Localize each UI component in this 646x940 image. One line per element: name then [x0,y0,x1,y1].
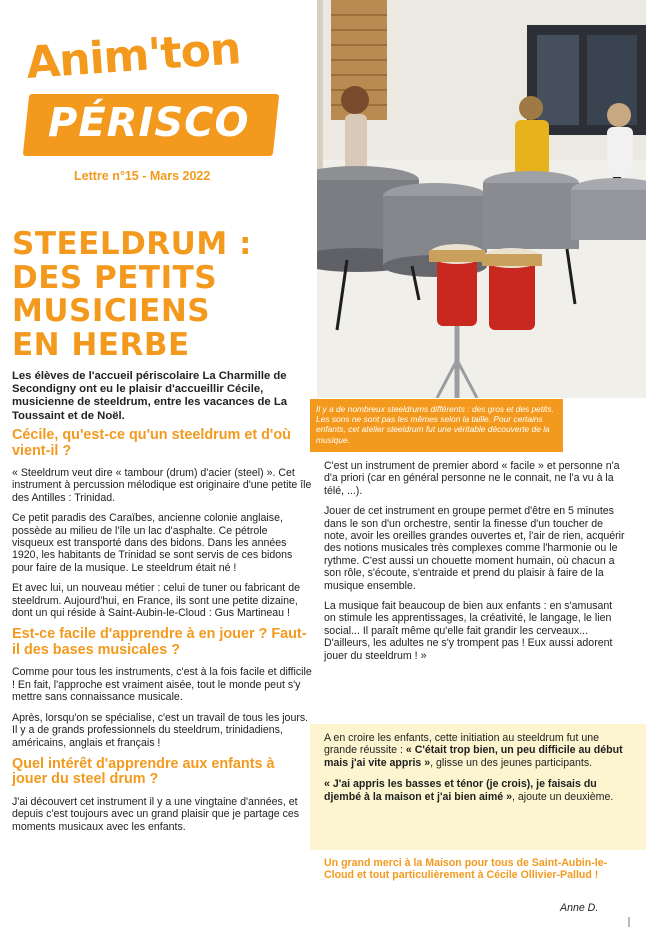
logo-perisco: PÉRISCO [48,100,250,146]
newsletter-logo [18,23,280,183]
paragraph: J'ai découvert cet instrument il y a une vingtaine d'années, et depuis c'est toujours avec un grand plaisir que je partage ces moments musicaux avec les enfants. [12,795,300,833]
testimonial-intro: A en croire les enfants, cette initiation au steeldrum fut une grande réussite : [324,732,600,757]
title-line: DES PETITS [12,259,218,296]
thanks-note: Un grand merci à la Maison pour tous de Saint-Aubin-le-Cloud et tout particulièrement à Cécile Ollivier-Pallud ! [324,857,608,882]
testimonial-outro: , ajoute un deuxième. [511,790,614,803]
child-quote: « J'ai appris les basses et ténor (je crois), je faisais du djembé à la maison et j'ai bien aimé » [324,778,597,803]
page-marker [628,917,630,927]
issue-number: Lettre n°15 - Mars 2022 [74,169,211,183]
paragraph: La musique fait beaucoup de bien aux enfants : en s'amusant on stimule les apprentissages, la créativité, le langage, le lien social... Il paraît même qu'elle fait grandir les cerveaux... D'ailleurs, les adultes ne s'y trompent pas ! Eux aussi adorent jouer du steeldrum ! » [324,600,613,662]
paragraph: Et avec lui, un nouveau métier : celui de tuner ou fabricant de steeldrum. Aujourd'hui, en France, ils sont une petite dizaine, dont un qui réside à Saint-Aubin-le-Cloud : Gus Martineau ! [12,582,300,620]
title-line: STEELDRUM : [12,226,252,262]
paragraph: Jouer de cet instrument en groupe permet d'être en 5 minutes dans le son d'un orchestre, sentir la finesse d'un toucher de note, avoir les oreilles grandes ouvertes et, l'air de rien, acquérir des notions musicales très complexes comme l'harmonie ou le rythme. C'est aussi un chouette moment humain, où chacun a son rôle, s'écoute, s'entraide et prend du plaisir à faire de la musique ensemble. [324,505,625,592]
paragraph: « Steeldrum veut dire « tambour (drum) d'acier (steel) ». Cet instrument à percussion mélodique est originaire d'une petite île des Antilles : Trinidad. [12,467,312,504]
title-line: MUSICIENS [12,293,211,329]
section-heading: Quel intérêt d'apprendre aux enfants à jouer du steel drum ? [12,755,275,788]
paragraph: Ce petit paradis des Caraïbes, ancienne colonie anglaise, possède au milieu de l'île un lac d'asphalte. Ce pétrole visqueux est transporté dans des bidons. Dans les années 1920, les habitants de Trinidad se sont servis de ces bidons pour faire de la musique. Le steeldrum était né ! [12,512,293,574]
testimonial-paragraph [324,732,632,769]
testimonial-outro: , glisse un des jeunes participants. [430,756,593,769]
steeldrum-photo [317,0,646,398]
logo-anim-ton: Anim'ton [24,23,242,89]
author-signature: Anne D. [560,902,599,914]
testimonial-paragraph [324,778,632,803]
section-heading: Cécile, qu'est-ce qu'un steeldrum et d'où vient-il ? [12,427,291,459]
right-column [324,460,626,670]
lead-paragraph: Les élèves de l'accueil périscolaire La Charmille de Secondigny ont eu le plaisir d'accueillir Cécile, musicienne de steeldrum, entre les vacances de La Toussaint et de Noël. [12,370,288,422]
section-heading: Est-ce facile d'apprendre à en jouer ? Faut-il des bases musicales ? [12,626,307,658]
testimonial-box [310,724,646,850]
paragraph: C'est un instrument de premier abord « facile » et personne n'a d'a priori (car en général personne ne le connait, ne l'a vu à la télé, ...). [324,460,620,497]
left-column [12,428,312,841]
photo-caption: Il y a de nombreux steeldrums différents : des gros et des petits. Les sons ne sont pas les mêmes selon la taille. Pour certains enfants, cet atelier steeldrum fut une véritable découverte de la musique. [310,399,563,452]
article-title [12,228,312,362]
child-quote: « C'était trop bien, un peu difficile au début mais j'ai vite appris » [324,744,623,769]
title-line: EN HERBE [12,326,190,363]
paragraph: Comme pour tous les instruments, c'est à la fois facile et difficile ! En fait, l'approche est vraiment aisée, tout le monde peut s'y mettre sans connaissance musicale. [12,666,312,704]
paragraph: Après, lorsqu'on se spécialise, c'est un travail de tous les jours. Il y a de grands professionnels du steeldrum, trinidadiens, américains, anglais et français ! [12,711,309,749]
